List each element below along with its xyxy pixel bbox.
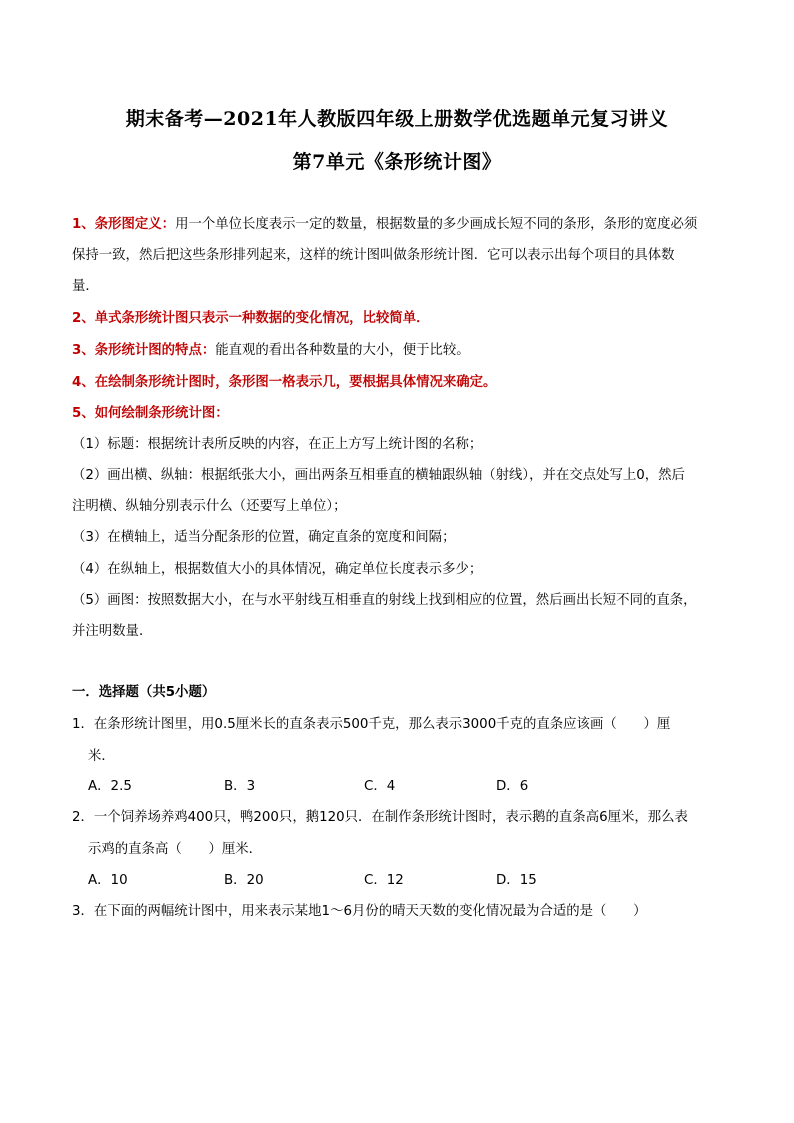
step-2-line-1: （2）画出横、纵轴：根据纸张大小，画出两条互相垂直的横轴跟纵轴（射线），并在交点处写上0，然后	[72, 468, 685, 483]
question-1-stem: 1．在条形统计图里，用0.5厘米长的直条表示500千克，那么表示3000千克的直条应该画（ ）厘	[72, 717, 671, 732]
note-2: 2、单式条形统计图只表示一种数据的变化情况，比较简单．	[72, 311, 430, 326]
section-heading: 一．选择题（共5小题）	[72, 685, 216, 700]
question-1-option-b: B．3	[224, 779, 256, 794]
note-1-label: 1、条形图定义：	[72, 217, 176, 232]
step-4: （4）在纵轴上，根据数值大小的具体情况，确定单位长度表示多少；	[72, 562, 483, 577]
note-1-line-1	[72, 216, 732, 234]
step-5-line-1: （5）画图：按照数据大小，在与水平射线互相垂直的射线上找到相应的位置，然后画出长短不同的直条，	[72, 593, 697, 608]
step-5-line-2: 并注明数量．	[72, 624, 153, 639]
note-5: 5、如何绘制条形统计图：	[72, 406, 229, 421]
step-3: （3）在横轴上，适当分配条形的位置，确定直条的宽度和间隔；	[72, 530, 456, 545]
note-3-label: 3、条形统计图的特点：	[72, 343, 216, 358]
document-title: 期末备考—2021年人教版四年级上册数学优选题单元复习讲义	[125, 108, 669, 130]
question-2-option-c: C．12	[364, 873, 404, 888]
question-2-option-b: B．20	[224, 873, 264, 888]
question-1-option-d: D．6	[496, 779, 529, 794]
step-1: （1）标题：根据统计表所反映的内容，在正上方写上统计图的名称；	[72, 437, 483, 452]
unit-title: 第7单元《条形统计图》	[292, 151, 502, 173]
note-4: 4、在绘制条形统计图时，条形图一格表示几，要根据具体情况来确定。	[72, 375, 497, 390]
question-2-option-a: A．10	[88, 873, 128, 888]
question-3-stem: 3．在下面的两幅统计图中，用来表示某地1～6月份的晴天天数的变化情况最为合适的是（ ）	[72, 904, 647, 919]
question-2-stem-cont: 示鸡的直条高（ ）厘米．	[88, 842, 263, 857]
note-3	[72, 342, 732, 360]
question-1-option-a: A．2.5	[88, 779, 132, 794]
question-2-stem: 2．一个饲养场养鸡400只，鸭200只，鹅120只．在制作条形统计图时，表示鹅的直条高6厘米，那么表	[72, 810, 688, 825]
note-1-line-3: 量．	[72, 279, 99, 294]
question-1-stem-cont: 米．	[88, 749, 115, 764]
question-2-option-d: D．15	[496, 873, 537, 888]
note-1-text: 用一个单位长度表示一定的数量，根据数量的多少画成长短不同的条形，条形的宽度必须	[175, 217, 698, 232]
step-2-line-2: 注明横、纵轴分别表示什么（还要写上单位）；	[72, 499, 347, 514]
question-1-option-c: C．4	[364, 779, 396, 794]
note-1-line-2: 保持一致，然后把这些条形排列起来，这样的统计图叫做条形统计图．它可以表示出每个项目的具体数	[72, 248, 675, 263]
note-3-text: 能直观的看出各种数量的大小，便于比较。	[215, 343, 470, 358]
